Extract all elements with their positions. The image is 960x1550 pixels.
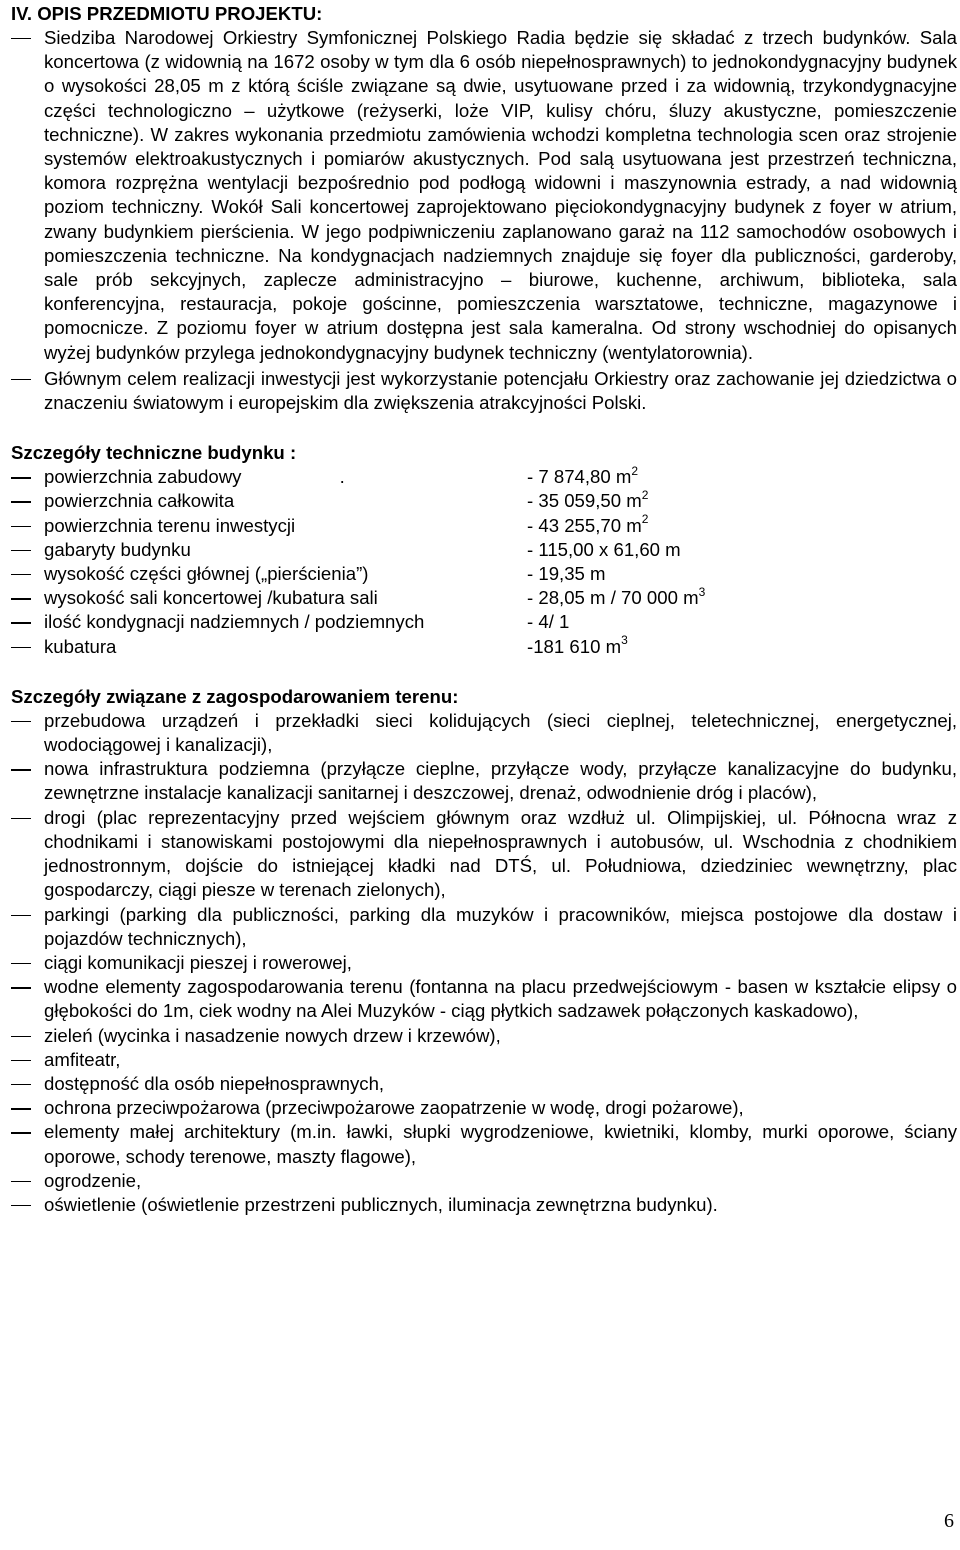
spec-value [527,586,705,610]
spec-label: powierzchnia zabudowy . [44,466,345,488]
section-title: IV. OPIS PRZEDMIOTU PROJEKTU: [11,3,323,24]
list-item: wodne elementy zagospodarowania terenu (fontanna na placu przedwejściowym - basen w kształcie elipsy o głębokości do 1m, ciek wodny na Alei Muzyków - ciąg płytkich sadzawek połączonych kaskadowo), [11,975,957,1023]
spec-label: wysokość części głównej („pierścienia”) [44,563,369,585]
spec-value [527,465,638,489]
page-number: 6 [944,1510,954,1532]
list-item: ogrodzenie, [11,1169,957,1193]
spec-value-text: -181 610 m [527,635,622,657]
spec-value [527,514,648,538]
spec-row [11,586,957,610]
list-item: drogi (plac reprezentacyjny przed wejściem głównym oraz wzdłuż ul. Olimpijskiej, ul. Północna wraz z chodnikami i stanowiskami postojowymi dla niepełnosprawnych i autobusów, ul. Wschodnia z chodnikiem jednostronnym, dojście do istniejącej kładki nad DTŚ, ul. Południowa, dziedziniec wewnętrzny, plac gospodarczy, ciągi piesze w terenach zielonych), [11,806,957,903]
spec-label: powierzchnia całkowita [44,490,235,512]
spec-unit-exponent: 2 [641,512,649,527]
spec-row [11,489,957,513]
list-item: przebudowa urządzeń i przekładki sieci kolidujących (sieci cieplnej, teletechnicznej, energetycznej, wodociągowej i kanalizacji), [11,709,957,757]
list-item: nowa infrastruktura podziemna (przyłącze cieplne, przyłącze wody, przyłącze kanalizacyjne do budynku, zewnętrzne instalacje kanalizacji sanitarnej i deszczowej, drenaż, odwodnienie dróg i placów), [11,757,957,805]
spec-value [527,489,648,513]
list-item: elementy małej architektury (m.in. ławki, słupki wygrodzeniowe, kwietniki, klomby, murki oporowe, ściany oporowe, schody terenowe, maszty flagowe), [11,1120,957,1168]
spec-value-text: - 115,00 x 61,60 m [527,538,681,560]
site-details-title: Szczegóły związane z zagospodarowaniem terenu: [11,685,459,707]
spec-unit-exponent: 2 [641,488,649,503]
list-item: oświetlenie (oświetlenie przestrzeni publicznych, iluminacja zewnętrzna budynku). [11,1193,957,1217]
document-page [11,0,957,1217]
spec-unit-exponent: 2 [631,464,639,479]
spec-row [11,562,957,586]
spec-value-text: - 7 874,80 m [527,466,632,488]
spec-value [527,562,606,586]
spec-value [527,610,569,634]
spec-label: ilość kondygnacji nadziemnych / podziemnych [44,611,425,633]
spec-label: powierzchnia terenu inwestycji [44,514,296,536]
spec-value-text: - 43 255,70 m [527,514,642,536]
spec-row [11,465,957,489]
spec-unit-exponent: 3 [698,585,706,600]
intro-paragraph: Głównym celem realizacji inwestycji jest wykorzystanie potencjału Orkiestry oraz zachowanie jej dziedzictwa o znaczeniu światowym i europejskim dla zwiększenia atrakcyjności Polski. [11,367,957,415]
intro-list [11,26,957,415]
list-item: ciągi komunikacji pieszej i rowerowej, [11,951,957,975]
spec-label: wysokość sali koncertowej /kubatura sali [44,587,378,609]
spec-unit-exponent: 3 [621,633,628,648]
spec-value-text: - 19,35 m [527,563,606,585]
spec-row [11,610,957,634]
spec-value-text: - 4/ 1 [527,611,570,633]
list-item: dostępność dla osób niepełnosprawnych, [11,1072,957,1096]
spec-row [11,635,957,659]
intro-paragraph: Siedziba Narodowej Orkiestry Symfonicznej Polskiego Radia będzie się składać z trzech budynków. Sala koncertowa (z widownią na 1672 osoby w tym dla 6 osób niepełnosprawnych) to jednokondygnacyjny budynek o wysokości 28,05 m z którą ściśle związane są dwie, usytuowane przed i za widownią, trzykondygnacyjne części technologiczno – użytkowe (reżyserki, loże VIP, kulisy chóru, śluzy akustyczne, pomieszczenie techniczne). W zakres wykonania przedmiotu zamówienia wchodzi kompletna technologia scen oraz strojenie systemów elektroakustycznych i pomiarów akustycznych. Pod salą usytuowana jest przestrzeń techniczna, komora rozprężna wentylacji bezpośrednio pod podłogą widowni i maszynownia estrady, a nad widownią poziom techniczny. Wokół Sali koncertowej zaprojektowano pięciokondygnacyjny budynek z foyer w atrium, zwany budynkiem pierścienia. W jego podpiwniczeniu zaplanowano garaż na 112 samochodów osobowych i pomieszczenia techniczne. Na kondygnacjach nadziemnych znajduje się foyer dla publiczności, garderoby, sale prób sekcyjnych, zaplecze administracyjno – biurowe, kuchenne, archiwum, biblioteka, sala konferencyjna, restauracja, pokoje gościnne, pomieszczenia warsztatowe, techniczne, magazynowe i pomocnicze. Z poziomu foyer w atrium dostępna jest sala kameralna. Od strony wschodniej do opisanych wyżej budynków przylega jednokondygnacyjny budynek techniczny (wentylatorownia). [11,26,957,365]
specs-list [11,465,957,659]
spec-value-text: - 35 059,50 m [527,490,642,512]
site-list [11,709,957,1217]
spec-label: gabaryty budynku [44,538,191,560]
list-item: parkingi (parking dla publiczności, parking dla muzyków i pracowników, miejsca postojowe dla dostaw i pojazdów technicznych), [11,903,957,951]
spec-value [527,538,681,562]
spec-value [527,635,628,659]
spec-row [11,538,957,562]
list-item: amfiteatr, [11,1048,957,1072]
spec-row [11,514,957,538]
tech-details-title: Szczegóły techniczne budynku : [11,442,297,464]
spec-label: kubatura [44,635,117,657]
list-item: zieleń (wycinka i nasadzenie nowych drzew i krzewów), [11,1024,957,1048]
spec-value-text: - 28,05 m / 70 000 m [527,587,699,609]
list-item: ochrona przeciwpożarowa (przeciwpożarowe zaopatrzenie w wodę, drogi pożarowe), [11,1096,957,1120]
